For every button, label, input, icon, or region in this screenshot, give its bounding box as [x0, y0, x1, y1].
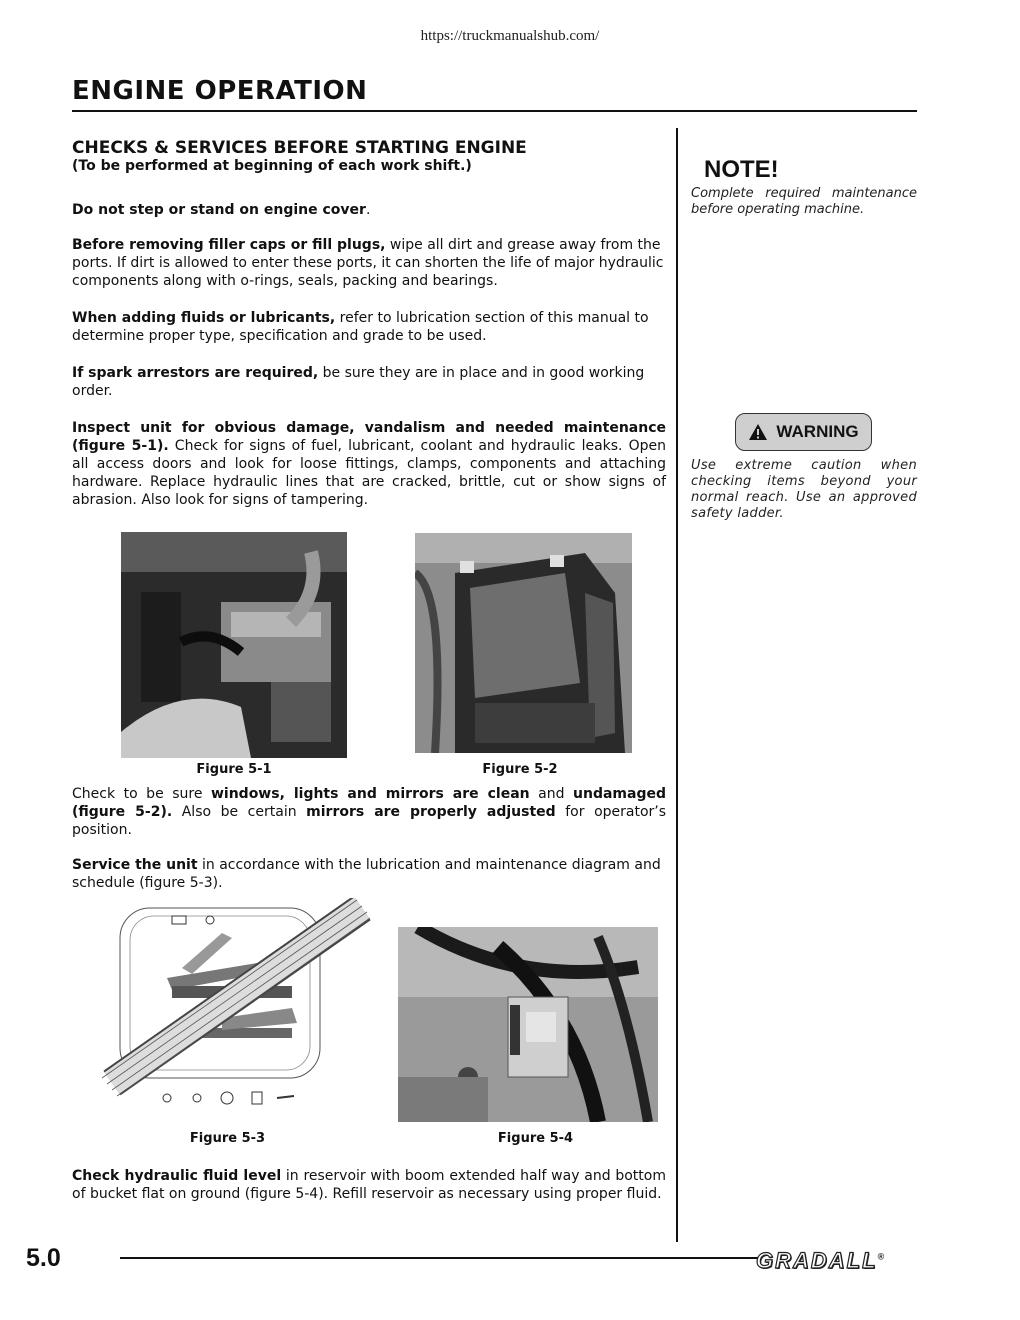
paragraph-inspect: Inspect unit for obvious damage, vandalism and needed maintenance (figure 5-1). Check for signs of fuel, lubricant, coolant and hydraulic leaks. Open all access doors and look for loose fittings, clamps, components and attaching hardware. Replace hydraulic lines that are cracked, brittle, cut or show signs of abrasion. Also look for signs of tampering. — [72, 420, 666, 508]
note-text: Complete required maintenance before operating machine. — [691, 186, 917, 217]
paragraph-spark-arrestors: If spark arrestors are required, be sure they are in place and in good working order. — [72, 365, 645, 399]
note-title: NOTE! — [704, 156, 779, 183]
page-number: 5.0 — [26, 1244, 61, 1272]
gradall-logo: GRADALL® — [756, 1248, 887, 1273]
operator-cab-image — [415, 533, 632, 753]
warning-text: Use extreme caution when checking items beyond your normal reach. Use an approved safety ladder. — [691, 458, 917, 521]
figure-5-4-photo — [398, 927, 658, 1122]
warning-triangle-icon — [748, 423, 768, 441]
section-subheading: (To be performed at beginning of each work shift.) — [72, 158, 472, 174]
paragraph-engine-cover: Do not step or stand on engine cover. — [72, 202, 371, 218]
warning-label: WARNING — [776, 422, 859, 441]
paragraph-service: Service the unit in accordance with the lubrication and maintenance diagram and schedule (figure 5-3). — [72, 857, 661, 891]
title-divider — [72, 110, 917, 112]
column-divider — [676, 128, 678, 1242]
source-url: https://truckmanualshub.com/ — [420, 28, 600, 44]
figure-5-4-caption: Figure 5-4 — [497, 1131, 574, 1146]
paragraph-fluids: When adding fluids or lubricants, refer to lubrication section of this manual to determine proper type, specification and grade to be used. — [72, 310, 649, 344]
section-heading-block — [72, 138, 666, 174]
paragraph-windows-mirrors: Check to be sure windows, lights and mirrors are clean and undamaged (figure 5-2). Also be certain mirrors are properly adjusted for operator’s position. — [72, 786, 667, 838]
engine-compartment-image — [121, 532, 347, 758]
figure-5-3-caption: Figure 5-3 — [189, 1131, 266, 1146]
paragraph-filler-caps: Before removing filler caps or fill plugs, wipe all dirt and grease away from the ports. If dirt is allowed to enter these ports, it can shorten the life of major hydraulic components along with o-rings, seals, packing and bearings. — [72, 237, 664, 289]
paragraph-hydraulic-level: Check hydraulic fluid level in reservoir with boom extended half way and bottom of bucket flat on ground (figure 5-4). Refill reservoir as necessary using proper fluid. — [72, 1168, 666, 1202]
lubrication-diagram-image — [72, 898, 372, 1126]
figure-5-3-diagram — [72, 898, 372, 1126]
warning-badge — [735, 413, 872, 451]
footer-divider — [120, 1257, 760, 1259]
page-title: ENGINE OPERATION — [72, 76, 368, 106]
figure-5-1-caption: Figure 5-1 — [196, 762, 272, 777]
hydraulic-reservoir-image — [398, 927, 658, 1122]
figure-5-2-photo — [415, 533, 632, 753]
figure-5-2-caption: Figure 5-2 — [482, 762, 558, 777]
section-heading: CHECKS & SERVICES BEFORE STARTING ENGINE — [72, 138, 527, 158]
figure-5-1-photo — [121, 532, 347, 758]
